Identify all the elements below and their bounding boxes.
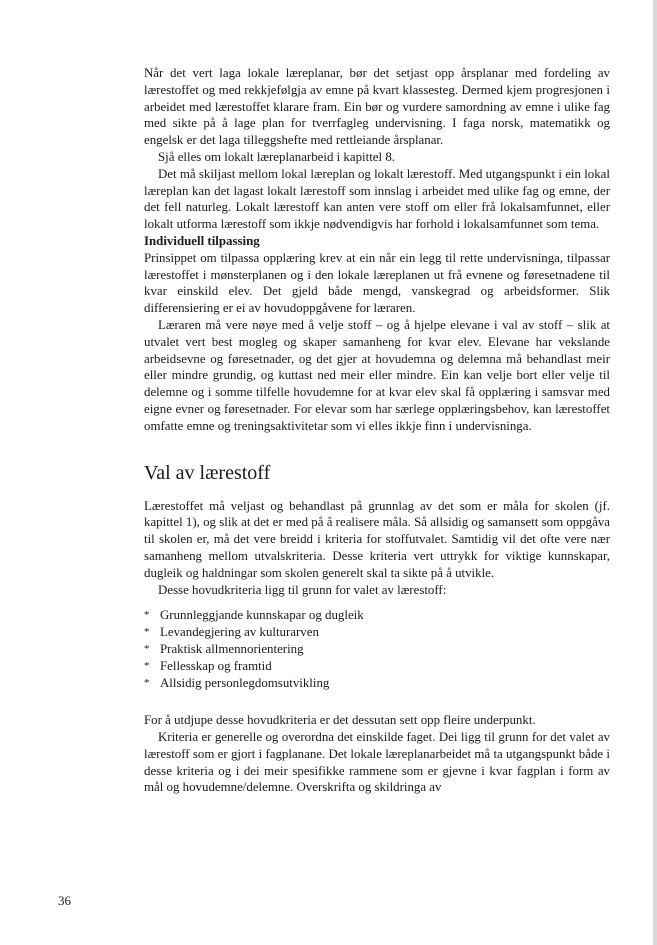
list-item-text: Praktisk allmennorientering: [160, 641, 304, 656]
bullet-asterisk: *: [144, 659, 150, 672]
bullet-asterisk: *: [144, 609, 150, 622]
page-edge: [653, 0, 657, 945]
list-item: [144, 658, 610, 675]
list-item-text: Grunnleggjande kunnskapar og dugleik: [160, 608, 364, 623]
text-column: [144, 65, 610, 796]
val-paragraph-2: Desse hovudkriteria ligg til grunn for valet av lærestoff:: [158, 582, 447, 597]
section-title-val: Val av lærestoff: [144, 461, 271, 484]
list-item-text: Allsidig personlegdomsutvikling: [160, 675, 330, 690]
list-item-text: Fellesskap og framtid: [160, 658, 272, 673]
subheading-individuell: Individuell tilpassing: [144, 233, 260, 248]
list-item: [144, 675, 610, 692]
list-item: [144, 641, 610, 658]
val-after-paragraph-1: For å utdjupe desse hovudkriteria er det dessutan sett opp fleire underpunkt.: [144, 713, 536, 728]
intro-paragraph-3: Det må skiljast mellom lokal læreplan og lokalt lærestoff. Med utgangspunkt i ein lokal læreplan kan det lagast lokalt lærestoff som innslag i arbeidet med ulike fag og emne, der det fell naturleg. Lokalt lærestoff kan anten vere stoff om eller frå lokalsamfunnet, eller lokalt utforma lærestoff som ikkje nødvendigvis har forhold i lokalsamfunnet som tema.: [144, 166, 610, 232]
intro-paragraph-2: Sjå elles om lokalt læreplanarbeid i kapittel 8.: [158, 149, 395, 164]
list-item-text: Levandegjering av kulturarven: [160, 625, 319, 640]
val-paragraph-1: Lærestoffet må veljast og behandlast på grunnlag av det som er måla for skolen (jf. kapittel 1), og slik at det er med på å realisere måla. Så allsidig og samansett som oppgåva til skolen er, må det vere breidd i kriteria for stoffutvalet. Samtidig vil det ofte vere nær samanheng mellom utvalskriteria. Desse kriteria vert uttrykk for viktige kunnskapar, dugleik og haldningar som skolen generelt skal ta sikte på å utvikle.: [144, 498, 610, 580]
criteria-list: [144, 607, 610, 691]
intro-paragraph-1: Når det vert laga lokale læreplanar, bør det setjast opp årsplanar med fordeling av lærestoffet og med rekkjefølgja av emne på kvart klassesteg. Dermed kjem progresjonen i arbeidet med lærestoffet klarare fram. Ein bør og vurdere samordning av emne i ulike fag med sikte på å lage plan for tverrfagleg undervisning. I faga norsk, matematikk og engelsk er det laga tilleggshefte med rettleiande årsplanar.: [144, 66, 610, 148]
bullet-asterisk: *: [144, 676, 150, 689]
individuell-paragraph-2: Læraren må vere nøye med å velje stoff – og å hjelpe elevane i val av stoff – slik at utvalet vert best mogleg og skaper samanheng for kvar elev. Elevane har vekslande arbeidsevne og føresetnader, og det gjer at hovudemna og delemna må behandlast meir eller mindre grundig, og kuttast ned meir eller mindre. Ein kan velje bort eller velje til delemne og i somme tilfelle hovudemne for at kvar elev skal få opplæring i samsvar med eigne evner og føresetnader. For elevar som har særlege opplæringsbehov, kan lærestoffet omfatte emne og treningsaktivitetar som vi elles ikkje finn i undervisninga.: [144, 317, 610, 433]
individuell-paragraph-1: Prinsippet om tilpassa opplæring krev at ein når ein legg til rette undervisninga, tilpassar lærestoffet i mønsterplanen og i den lokale læreplanen ut frå evnene og føresetnadene til kvar einskild elev. Det gjeld både mengd, vanskegrad og arbeidsformer. Slik differensiering er ei av hovudoppgåvene for læraren.: [144, 250, 610, 316]
list-item: [144, 607, 610, 624]
list-item: [144, 624, 610, 641]
bullet-asterisk: *: [144, 626, 150, 639]
bullet-asterisk: *: [144, 642, 150, 655]
val-after-paragraph-2: Kriteria er generelle og overordna det einskilde faget. Dei ligg til grunn for det valet av lærestoff som er gjort i fagplanane. Det lokale læreplanarbeidet må ta utgangspunkt både i desse kriteria og i dei meir spesifikke rammene som er gjevne i kvar fagplan i form av mål og hovudemne/delemne. Overskrifta og skildringa av: [144, 730, 610, 795]
page-number: 36: [58, 893, 71, 908]
